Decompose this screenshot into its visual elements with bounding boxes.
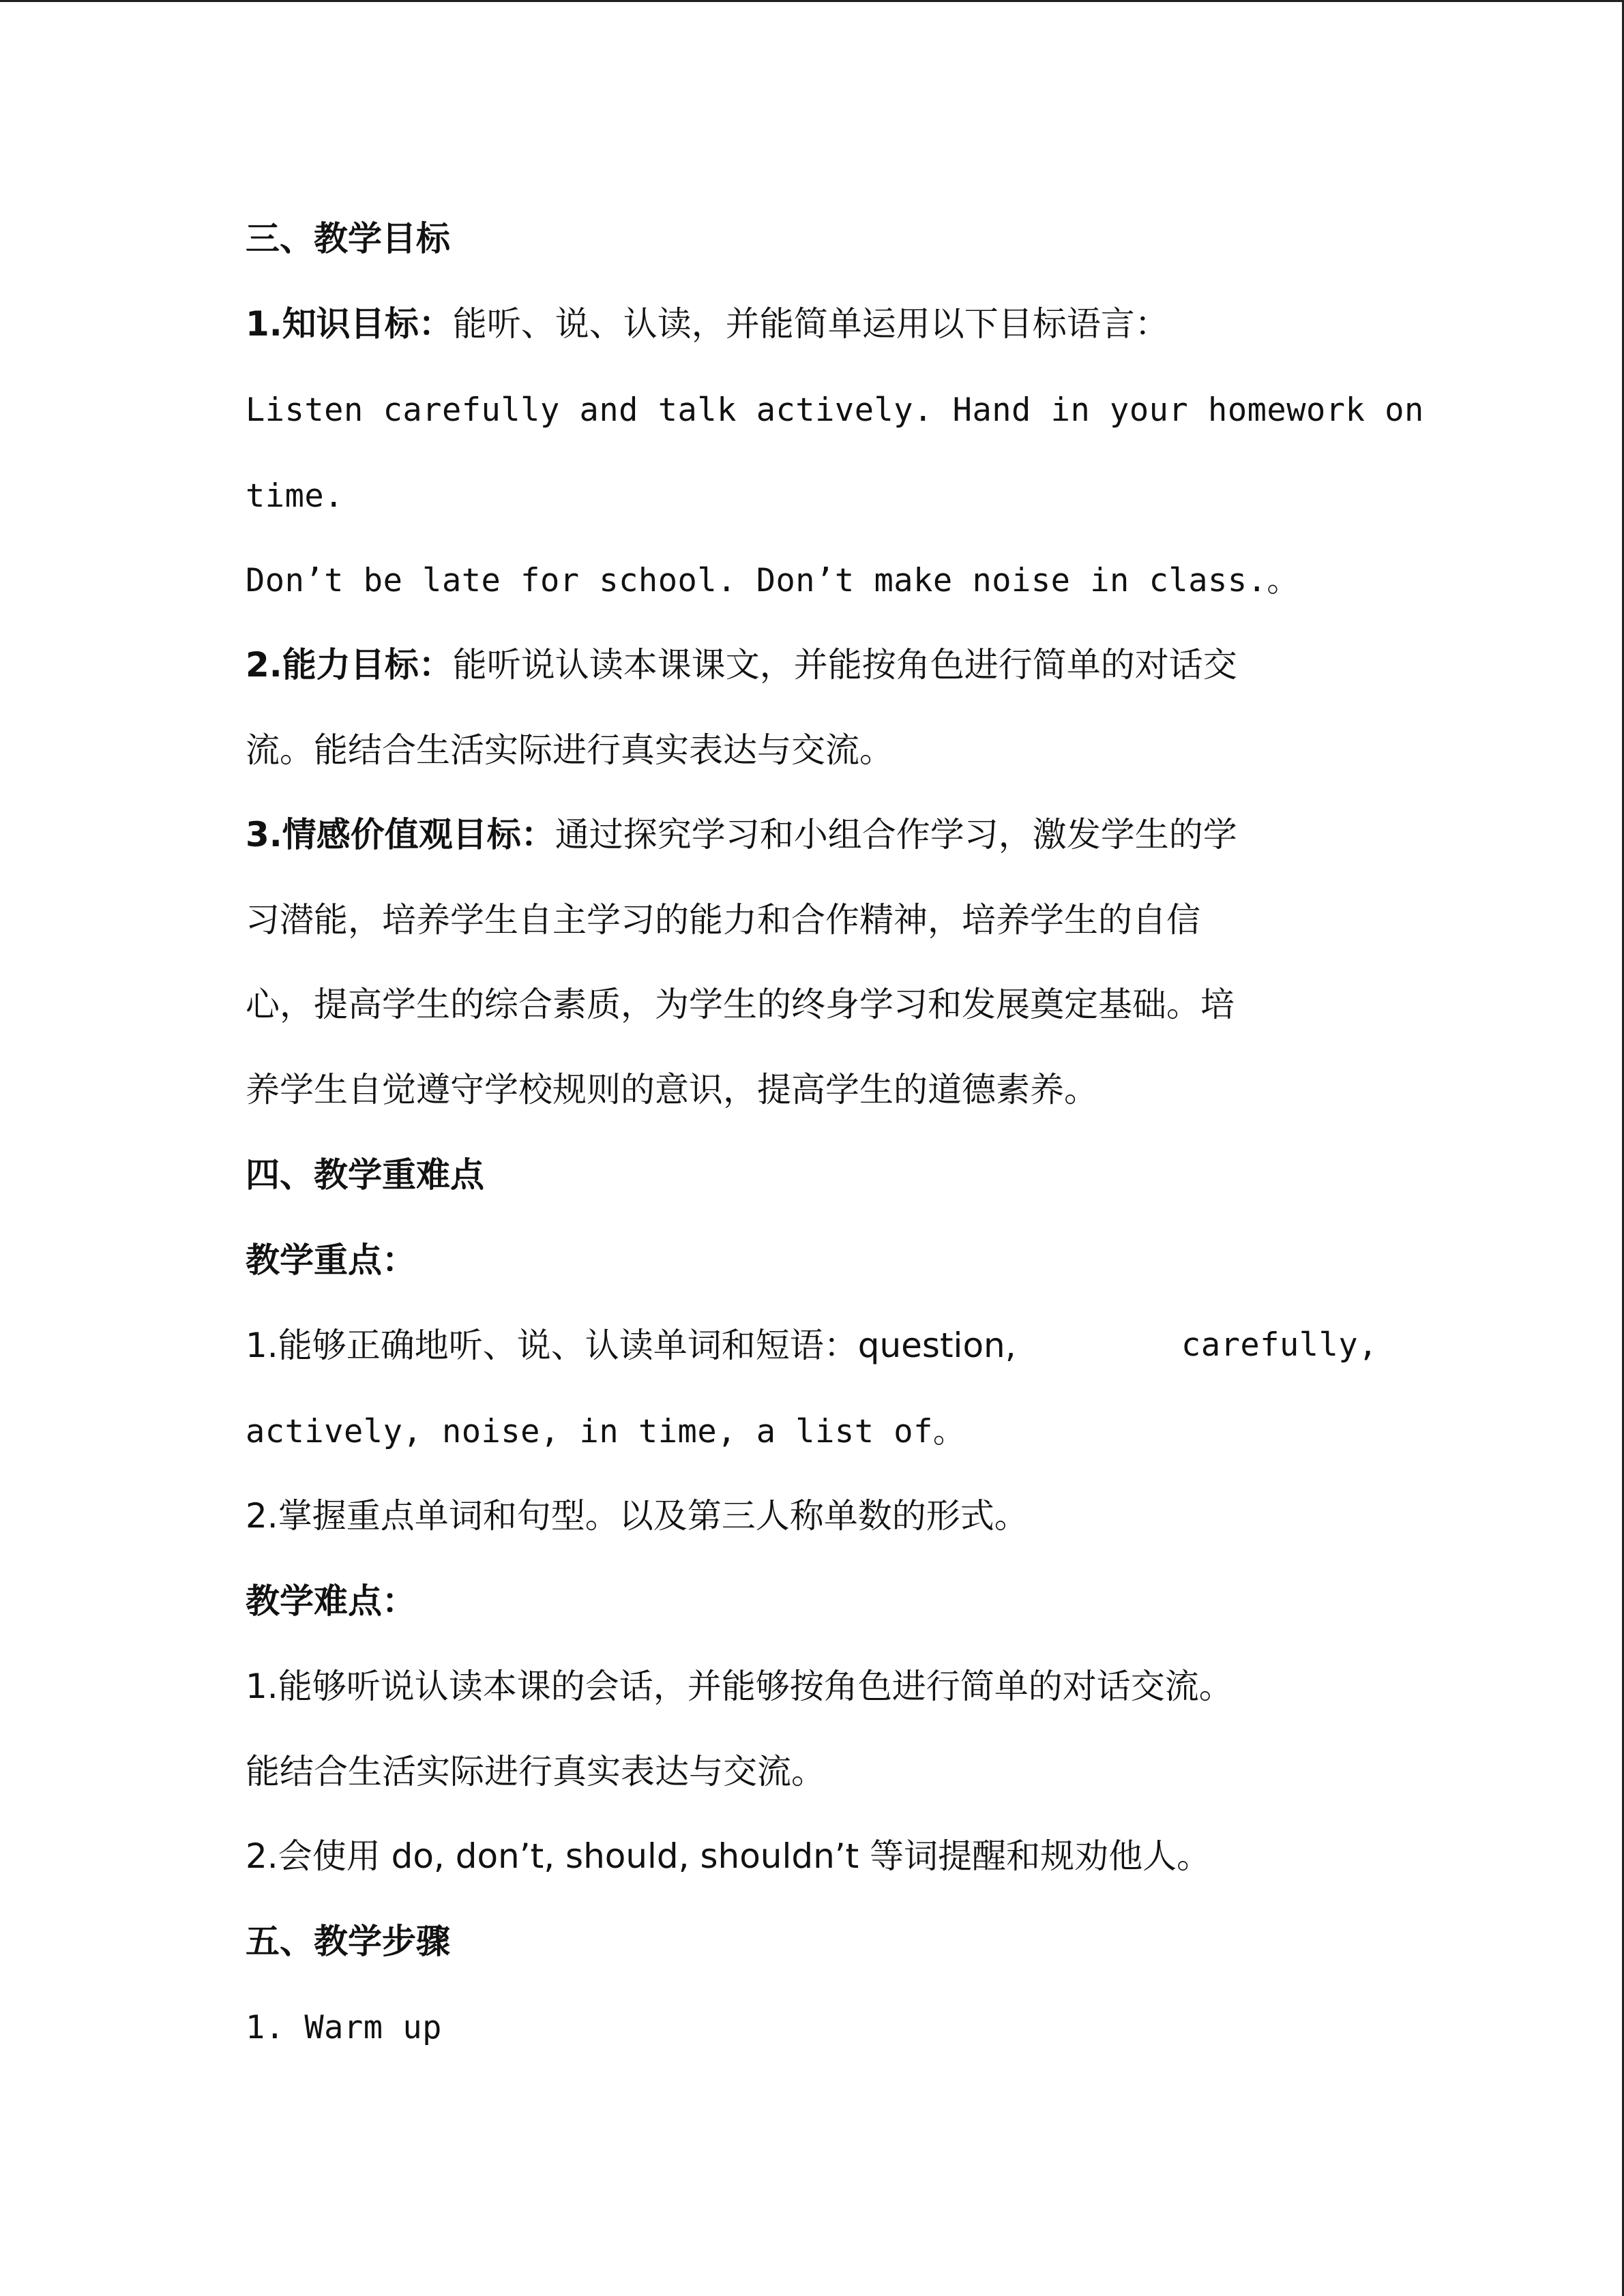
key-point-1-line-cont: actively, noise, in time, a list of。 — [246, 1413, 966, 1450]
target-language-line-1: Listen carefully and talk actively. Hand in your homework on — [246, 391, 1424, 429]
ability-objective-paragraph — [246, 643, 1237, 687]
knowledge-objective-text: 能听、说、认读，并能简单运用以下目标语言： — [452, 304, 1169, 344]
difficult-point-2: 2.会使用 do, don’t, should, shouldn’t 等词提醒和规劝他人。 — [246, 1836, 1211, 1876]
emotion-objective-label: 3.情感价值观目标： — [246, 815, 555, 854]
step-1-warm-up: 1. Warm up — [246, 2009, 442, 2046]
ability-objective-text: 能听说认读本课课文，并能按角色进行简单的对话交 — [452, 645, 1237, 685]
key-point-1-line — [246, 1324, 1378, 1367]
target-language-line-2: Don’t be late for school. Don’t make noise in class.。 — [246, 562, 1299, 599]
difficult-point-1-cont: 能结合生活实际进行真实表达与交流。 — [246, 1752, 825, 1791]
target-language-line-1-cont: time. — [246, 477, 344, 515]
emotion-objective-text: 通过探究学习和小组合作学习，激发学生的学 — [555, 815, 1237, 854]
difficult-points-label: 教学难点： — [246, 1581, 416, 1621]
page-top-border — [0, 0, 1624, 2]
emotion-objective-paragraph — [246, 813, 1237, 856]
section-heading-objectives: 三、教学目标 — [246, 219, 450, 258]
ability-objective-label: 2.能力目标： — [246, 645, 453, 685]
emotion-objective-text-line-2: 习潜能，培养学生自主学习的能力和合作精神，培养学生的自信 — [246, 900, 1200, 940]
knowledge-objective-paragraph — [246, 302, 1169, 346]
ability-objective-text-cont: 流。能结合生活实际进行真实表达与交流。 — [246, 730, 894, 770]
key-point-1-tail: carefully, — [1181, 1326, 1378, 1364]
emotion-objective-text-line-4: 养学生自觉遵守学校规则的意识，提高学生的道德素养。 — [246, 1070, 1098, 1109]
difficult-point-1: 1.能够听说认读本课的会话，并能够按角色进行简单的对话交流。 — [246, 1667, 1233, 1706]
knowledge-objective-label: 1.知识目标： — [246, 304, 453, 344]
key-point-1-text: 1.能够正确地听、说、认读单词和短语：question, — [246, 1326, 1016, 1365]
section-heading-key-difficult: 四、教学重难点 — [246, 1155, 484, 1195]
key-points-label: 教学重点： — [246, 1240, 416, 1280]
key-point-2: 2.掌握重点单词和句型。以及第三人称单数的形式。 — [246, 1496, 1029, 1536]
section-heading-steps: 五、教学步骤 — [246, 1922, 450, 1961]
emotion-objective-text-line-3: 心，提高学生的综合素质，为学生的终身学习和发展奠定基础。培 — [246, 985, 1235, 1024]
